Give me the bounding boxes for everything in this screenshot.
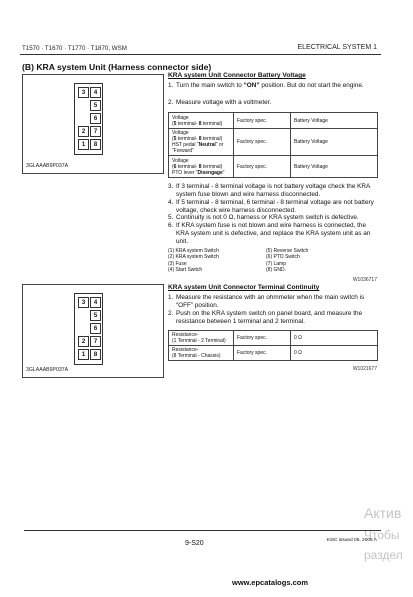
- legend-row: (4) Start Switch (8) GND.: [168, 266, 286, 273]
- part2-step-1: 1. Measure the resistance with an ohmmeter when the main switch is “OFF” position.: [168, 294, 365, 309]
- terminal-6: 6: [90, 113, 101, 124]
- table-row: [169, 346, 378, 361]
- terminal-3: 3: [78, 297, 89, 308]
- footer-divider: [24, 530, 381, 531]
- terminal-1: 1: [78, 139, 89, 150]
- terminal-7: 7: [90, 336, 101, 347]
- measurement-cell: Voltage (5 terminal- 8 terminal) HST pedal “Neutral” or “Forward”: [169, 129, 234, 156]
- spec-value: Battery Voltage: [291, 129, 378, 156]
- part1-step-3: 3. If 3 terminal - 8 terminal voltage is not battery voltage check the KRA system fuse blown and wire harness disconnected.: [168, 183, 370, 198]
- connector-diagram-2: [22, 284, 164, 378]
- header-divider: [20, 54, 381, 55]
- legend-row: (3) Fuse (7) Lamp: [168, 260, 287, 267]
- part1-step-4: 4. If 5 terminal - 8 terminal, 6 terminal - 8 terminal voltage are not battery voltage, check wire harness disconnected.: [168, 199, 374, 214]
- measurement-cell: Voltage (6 terminal- 8 terminal) PTO lever “Disengage”: [169, 156, 234, 178]
- terminal-6: 6: [90, 323, 101, 334]
- part1-step-5: 5. Continuity is not 0 Ω, harness or KRA system switch is defective.: [168, 214, 359, 221]
- diagram-code: 3GLAAAB9P037A: [26, 163, 69, 169]
- terminal-5: 5: [90, 100, 101, 111]
- terminal-3: 3: [78, 87, 89, 98]
- terminal-4: 4: [90, 87, 101, 98]
- part1-code: W1036717: [352, 277, 377, 283]
- step-number: 2.: [168, 99, 174, 106]
- legend-row: (1) KRA system Switch (5) Reverse Switch: [168, 248, 309, 254]
- factory-spec-label: Factory spec.: [234, 346, 291, 361]
- part1-step-2: [168, 99, 380, 108]
- measurement-cell: Resistance- (8 Terminal - Chassis): [169, 346, 234, 361]
- terminal-2: 2: [78, 126, 89, 137]
- page-number: 9-S20: [185, 540, 204, 547]
- part1-step-6: 6. If KRA system fuse is not blown and wire harness is connected, the KRA system unit is defective, and replace the KRA system unit as an unit.: [168, 222, 371, 245]
- factory-spec-label: Factory spec.: [234, 156, 291, 178]
- spec-value: Battery Voltage: [291, 156, 378, 178]
- step-text: Measure voltage with a voltmeter.: [176, 99, 272, 106]
- legend: [168, 248, 368, 273]
- activation-overlay-line-3: раздел: [364, 548, 403, 562]
- part1-step-1: [168, 82, 380, 100]
- table-row: [169, 331, 378, 346]
- spec-value: Battery Voltage: [291, 113, 378, 129]
- header-section: ELECTRICAL SYSTEM 1: [297, 44, 377, 51]
- table-row: [169, 113, 378, 129]
- factory-spec-label: Factory spec.: [234, 113, 291, 129]
- table-row: [169, 129, 378, 156]
- step-number: 1.: [168, 82, 174, 89]
- terminal-5: 5: [90, 310, 101, 321]
- measurement-cell: Voltage (5 terminal- 8 terminal): [169, 113, 234, 129]
- part2-step-2: 2. Push on the KRA system switch on panel board, and measure the resistance between 1 terminal and 2 terminal.: [168, 310, 363, 325]
- watermark: www.epcatalogs.com: [232, 578, 308, 587]
- terminal-4: 4: [90, 297, 101, 308]
- terminal-2: 2: [78, 336, 89, 347]
- header-models: T1570 · T1670 · T1770 · T1870, WSM: [22, 45, 127, 52]
- voltage-spec-table: [168, 112, 378, 178]
- diagram-code: 3GLAAAB9P037A: [26, 367, 69, 373]
- activation-overlay-line-2: Чтобы: [364, 528, 400, 542]
- part2-title: KRA system Unit Connector Terminal Continuity: [168, 284, 320, 291]
- terminal-8: 8: [90, 139, 101, 150]
- activation-overlay-line-1: Актив: [364, 505, 402, 521]
- factory-spec-label: Factory spec.: [234, 129, 291, 156]
- factory-spec-label: Factory spec.: [234, 331, 291, 346]
- part2-code: W1021677: [352, 366, 377, 372]
- issue-date: KiSC issued 06, 2006 A: [326, 538, 377, 543]
- legend-row: (2) KRA system Switch (6) PTO Switch: [168, 254, 300, 261]
- step-text: Turn the main switch to “ON” position. But do not start the engine.: [176, 82, 364, 89]
- part1-title: KRA system Unit Connector Battery Voltage: [168, 72, 306, 79]
- terminal-1: 1: [78, 349, 89, 360]
- spec-value: 0 Ω: [291, 346, 378, 361]
- table-row: [169, 156, 378, 178]
- spec-value: 0 Ω: [291, 331, 378, 346]
- connector-diagram-1: [22, 74, 164, 174]
- terminal-8: 8: [90, 349, 101, 360]
- terminal-7: 7: [90, 126, 101, 137]
- resistance-spec-table: [168, 330, 378, 361]
- section-title: (B) KRA system Unit (Harness connector side): [22, 62, 212, 72]
- measurement-cell: Resistance- (1 Terminal - 2 Terminal): [169, 331, 234, 346]
